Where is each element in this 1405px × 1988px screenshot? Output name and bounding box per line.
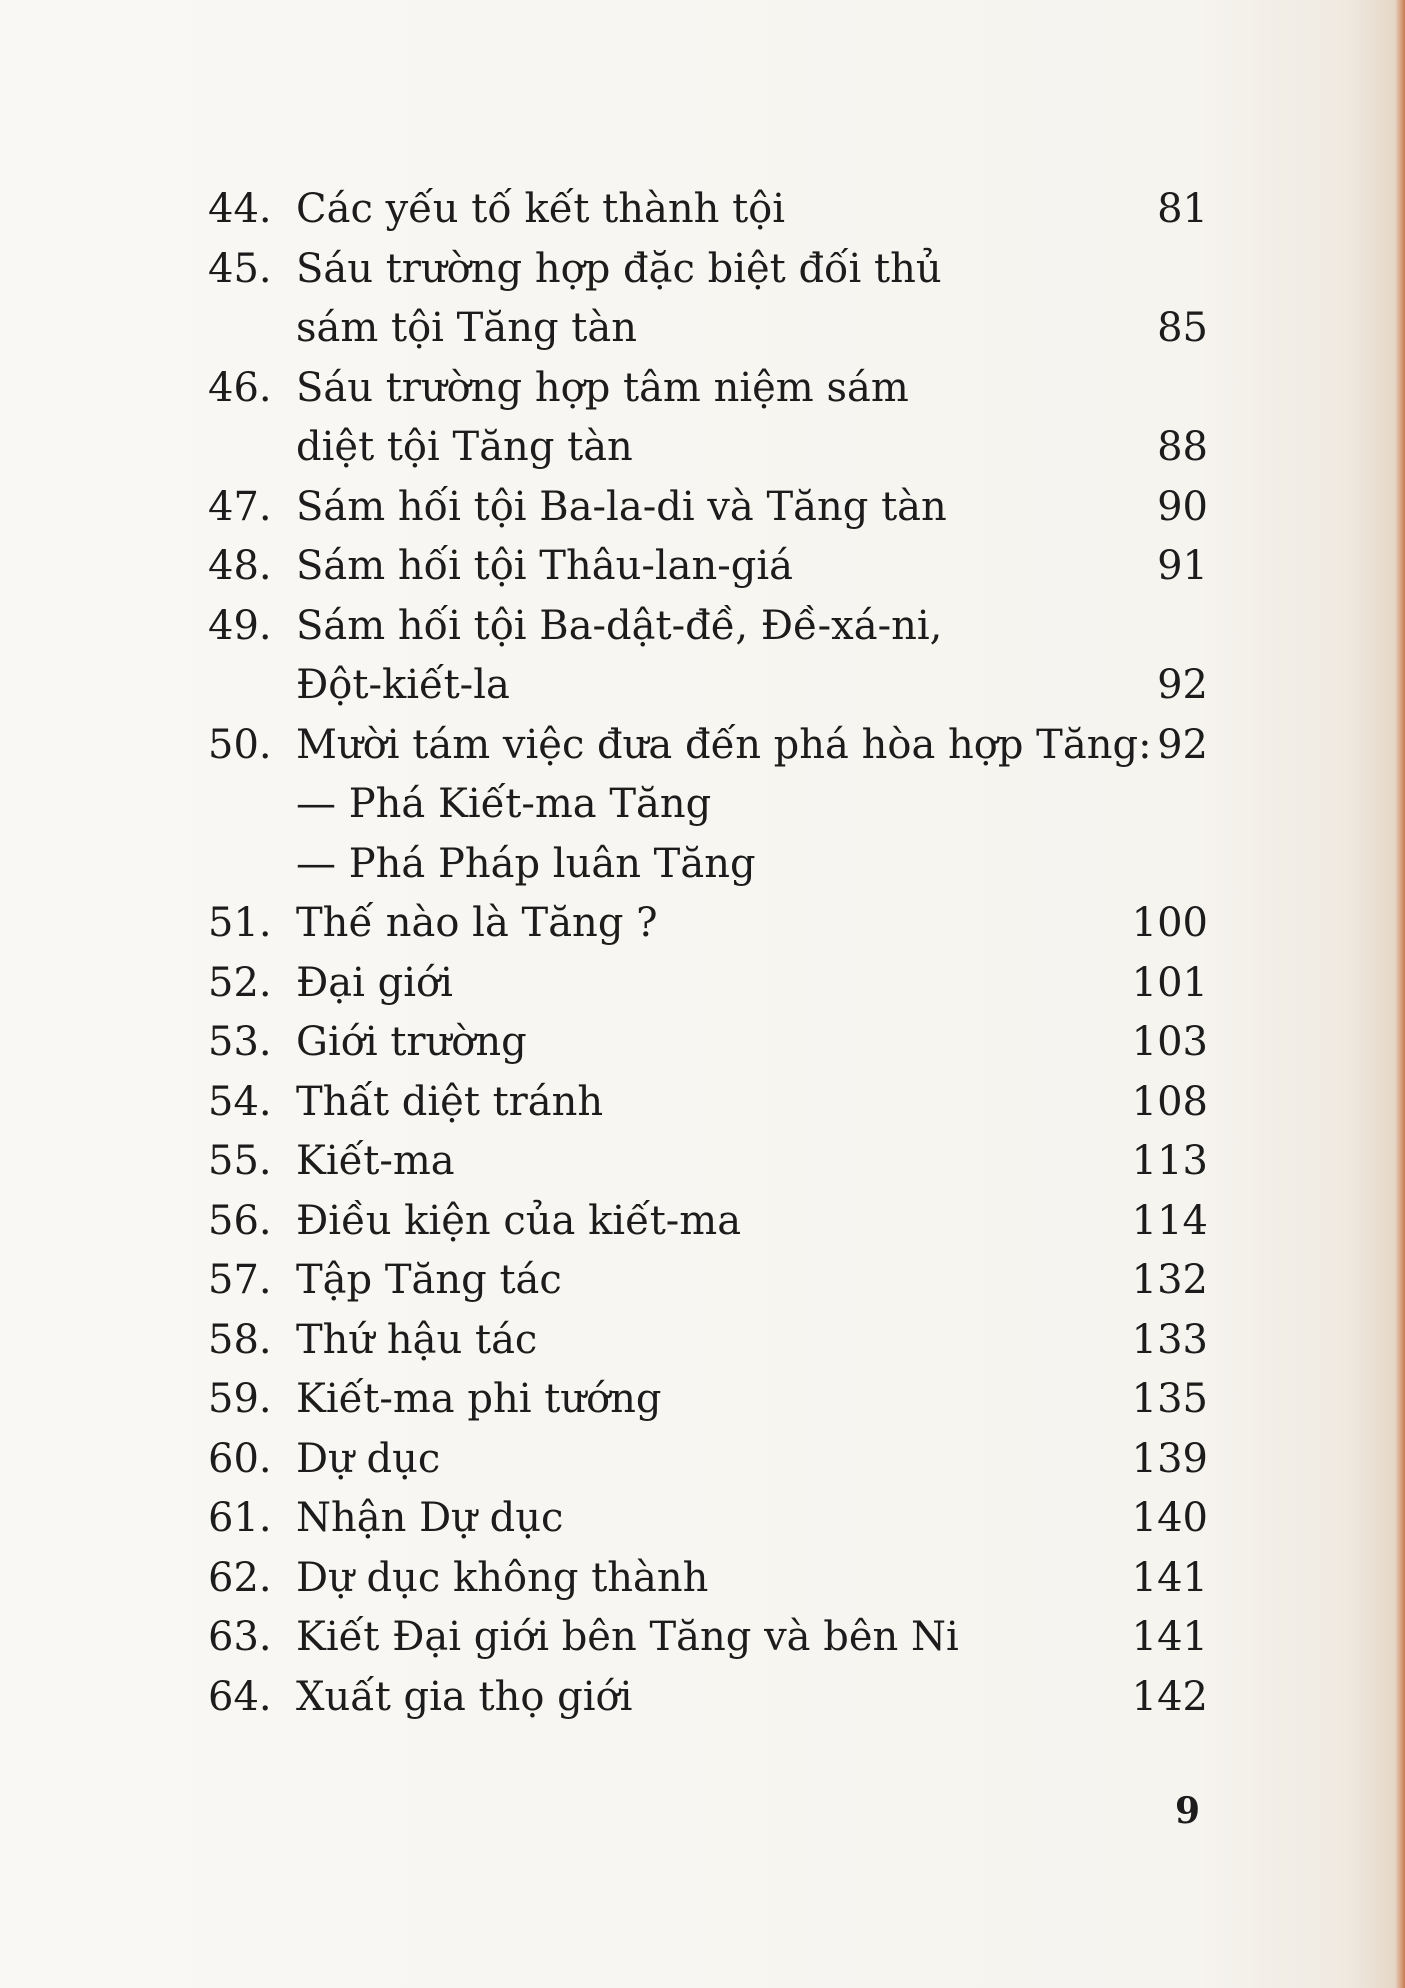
toc-entry-page: 90: [1157, 483, 1208, 530]
toc-entry-number: 56.: [208, 1197, 272, 1244]
toc-entry-title: Sáu trường hợp tâm niệm sám: [296, 364, 909, 411]
toc-entry-number: 60.: [208, 1435, 272, 1482]
toc-entry-page: 100: [1131, 900, 1208, 946]
toc-entry: [208, 180, 1208, 240]
toc-entry-title: Kiết-ma phi tướng: [296, 1376, 662, 1422]
toc-entry-number: 44.: [208, 186, 272, 232]
toc-entry-number: 47.: [208, 483, 272, 530]
toc-entry-number: 58.: [208, 1316, 272, 1363]
toc-entry: [208, 1013, 1208, 1073]
toc-entry: [208, 597, 1208, 657]
toc-entry-number: 62.: [208, 1554, 272, 1601]
toc-entry-number: 48.: [208, 543, 272, 589]
toc-entry-page: 85: [1157, 305, 1208, 351]
toc-entry-page: 103: [1131, 1019, 1208, 1065]
toc-entry: [208, 1251, 1208, 1311]
toc-entry-title: Giới trường: [296, 1019, 527, 1065]
toc-entry: [208, 1311, 1208, 1371]
toc-entry-page: 108: [1131, 1078, 1208, 1125]
toc-entry-number: 49.: [208, 602, 272, 649]
toc-entry: [208, 954, 1208, 1014]
toc-entry-title: Dự dục không thành: [296, 1554, 709, 1601]
toc-entry-title: Nhận Dự dục: [296, 1495, 564, 1541]
toc-entry-title: — Phá Pháp luân Tăng: [296, 840, 756, 887]
toc-entry: [208, 1489, 1208, 1549]
toc-entry-page: 81: [1157, 186, 1208, 232]
toc-entry-continuation: [208, 418, 1208, 478]
toc-entry-number: 54.: [208, 1078, 272, 1125]
toc-entry-number: 52.: [208, 959, 272, 1006]
toc-entry-continuation: [208, 299, 1208, 359]
toc-entry-number: 64.: [208, 1673, 272, 1720]
page-number: 9: [1175, 1790, 1201, 1832]
toc-entry-title: Sáu trường hợp đặc biệt đối thủ: [296, 245, 942, 292]
toc-entry: [208, 1668, 1208, 1728]
toc-entry-number: 57.: [208, 1257, 272, 1303]
toc-entry-title: Kiết Đại giới bên Tăng và bên Ni: [296, 1614, 959, 1660]
toc-entry-number: 59.: [208, 1376, 272, 1422]
toc-entry: [208, 1608, 1208, 1668]
toc-entry-title: Kiết-ma: [296, 1138, 455, 1184]
toc-entry-page: 132: [1131, 1257, 1208, 1303]
toc-entry: [208, 478, 1208, 538]
toc-entry-number: 63.: [208, 1614, 272, 1660]
toc-entry-page: 141: [1131, 1554, 1208, 1601]
toc-entry-title: Thế nào là Tăng ?: [296, 900, 658, 946]
toc-entry: [208, 1132, 1208, 1192]
toc-entry-number: 55.: [208, 1138, 272, 1184]
toc-entry: [208, 1430, 1208, 1490]
toc-entry-page: 114: [1131, 1197, 1208, 1244]
toc-subentry: [208, 775, 1208, 835]
toc-entry-title: Sám hối tội Ba-la-di và Tăng tàn: [296, 483, 947, 530]
toc-entry-page: 142: [1131, 1673, 1208, 1720]
toc-entry-title: Xuất gia thọ giới: [296, 1673, 633, 1720]
toc-entry-page: 101: [1131, 959, 1208, 1006]
toc-entry-number: 46.: [208, 364, 272, 411]
toc-entry: [208, 1073, 1208, 1133]
toc-entry-title: Sám hối tội Thâu-lan-giá: [296, 543, 794, 589]
toc-entry-number: 61.: [208, 1495, 272, 1541]
page-edge: [1395, 0, 1405, 1988]
toc-entry-title: Đột-kiết-la: [296, 662, 510, 708]
toc-entry: [208, 894, 1208, 954]
toc-entry-page: 135: [1131, 1376, 1208, 1422]
toc-entry: [208, 240, 1208, 300]
toc-entry-title: Mười tám việc đưa đến phá hòa hợp Tăng:: [296, 721, 1152, 768]
toc-entry: [208, 1549, 1208, 1609]
toc-entry-title: diệt tội Tăng tàn: [296, 424, 633, 470]
toc-subentry: [208, 835, 1208, 895]
toc-entry-page: 141: [1131, 1614, 1208, 1660]
toc-entry-title: — Phá Kiết-ma Tăng: [296, 781, 712, 827]
toc-entry-title: Dự dục: [296, 1435, 441, 1482]
toc-entry-number: 51.: [208, 900, 272, 946]
toc-entry-page: 113: [1131, 1138, 1208, 1184]
toc-entry-title: Tập Tăng tác: [296, 1257, 562, 1303]
toc-entry: [208, 1370, 1208, 1430]
toc-entry-page: 88: [1157, 424, 1208, 470]
toc-entry-title: sám tội Tăng tàn: [296, 305, 637, 351]
toc-entry-continuation: [208, 656, 1208, 716]
toc-entry-title: Điều kiện của kiết-ma: [296, 1197, 742, 1244]
toc-entry-number: 53.: [208, 1019, 272, 1065]
toc-entry-page: 139: [1131, 1435, 1208, 1482]
toc-entry: [208, 1192, 1208, 1252]
toc-entry-title: Đại giới: [296, 959, 453, 1006]
toc-entry-title: Sám hối tội Ba-dật-đề, Đề-xá-ni,: [296, 602, 943, 649]
toc-entry: [208, 537, 1208, 597]
toc-entry-title: Thứ hậu tác: [296, 1316, 538, 1363]
toc-entry: [208, 716, 1208, 776]
toc-entry-page: 92: [1157, 721, 1208, 768]
toc-entry-number: 45.: [208, 245, 272, 292]
toc-entry-title: Các yếu tố kết thành tội: [296, 186, 786, 232]
toc-entry-title: Thất diệt tránh: [296, 1078, 604, 1125]
toc-entry-page: 140: [1131, 1495, 1208, 1541]
table-of-contents: [208, 180, 1208, 1727]
toc-entry-page: 133: [1131, 1316, 1208, 1363]
toc-entry-number: 50.: [208, 721, 272, 768]
toc-entry-page: 91: [1157, 543, 1208, 589]
toc-entry-page: 92: [1157, 662, 1208, 708]
toc-entry: [208, 359, 1208, 419]
